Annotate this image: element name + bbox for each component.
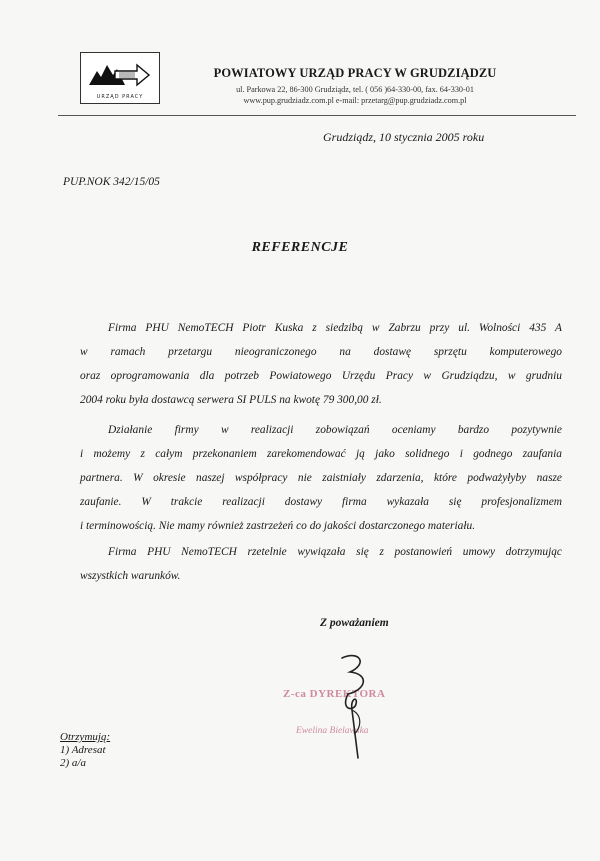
reference-number: PUP.NOK 342/15/05 — [63, 176, 160, 188]
body-line: wszystkich warunków. — [80, 570, 181, 582]
logo-graphic-icon — [85, 57, 153, 89]
body-line: zaufanie. W trakcie realizacji dostawy firma wykazała się profesjonalizmem — [80, 496, 562, 508]
stamp-name: Ewelina Bielawska — [296, 726, 369, 736]
office-logo — [80, 52, 160, 104]
recipient-item: 2) a/a — [60, 757, 86, 769]
body-line: w ramach przetargu nieograniczonego na dostawę sprzętu komputerowego — [80, 346, 562, 358]
office-address: ul. Parkowa 22, 86-300 Grudziądz, tel. ( 056 )64-330-00, fax. 64-330-01 — [236, 85, 474, 94]
place-date: Grudziądz, 10 stycznia 2005 roku — [323, 130, 485, 144]
body-line: Działanie firmy w realizacji zobowiązań oceniamy bardzo pozytywnie — [108, 424, 562, 436]
stamp-title: Z-ca DYREKTORA — [283, 688, 386, 700]
body-line: i terminowością. Nie mamy również zastrzeżeń co do jakości dostarczonego materiału. — [80, 520, 476, 532]
body-line: Firma PHU NemoTECH rzetelnie wywiązała się z postanowień umowy dotrzymując — [108, 546, 562, 558]
body-line: oraz oprogramowania dla potrzeb Powiatowego Urzędu Pracy w Grudziądzu, w grudniu — [80, 370, 562, 382]
body-line: partnera. W okresie naszej współpracy nie zaistniały zdarzenia, które podważyłyby nasze — [80, 472, 562, 484]
handwritten-signature — [320, 650, 390, 760]
document-title: REFERENCJE — [251, 240, 349, 255]
closing-phrase: Z poważaniem — [320, 617, 389, 629]
logo-caption: URZĄD PRACY — [96, 94, 144, 100]
header-divider — [58, 115, 576, 116]
body-line: Firma PHU NemoTECH Piotr Kuska z siedzibą w Zabrzu przy ul. Wolności 435 A — [108, 322, 562, 334]
office-contact: www.pup.grudziadz.com.pl e-mail: przetarg@pup.grudziadz.com.pl — [243, 96, 467, 105]
recipients-label: Otrzymują: — [60, 731, 111, 743]
body-line: 2004 roku była dostawcą serwera SI PULS na kwotę 79 300,00 zł. — [80, 394, 382, 406]
recipient-item: 1) Adresat — [60, 744, 106, 756]
body-line: i możemy z całym przekonaniem zarekomendować ją jako solidnego i godnego zaufania — [80, 448, 562, 460]
office-name: POWIATOWY URZĄD PRACY W GRUDZIĄDZU — [213, 66, 497, 80]
